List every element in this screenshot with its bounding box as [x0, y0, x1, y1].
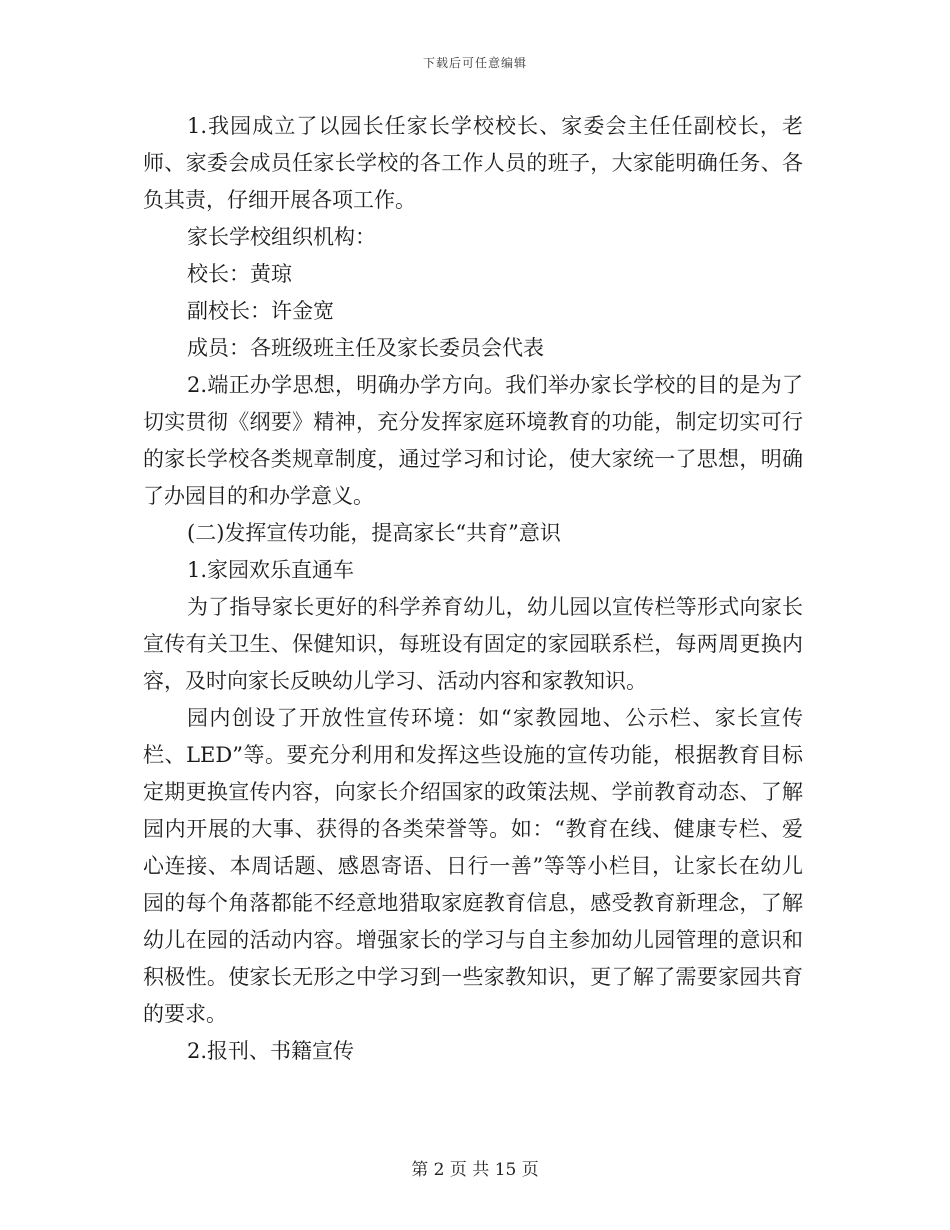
paragraph-7: 为了指导家长更好的科学养育幼儿，幼儿园以宣传栏等形式向家长宣传有关卫生、保健知识，每班设有固定的家园联系栏，每两周更换内容，及时向家长反映幼儿学习、活动内容和家教知识。	[143, 595, 803, 693]
subheading-1: 1.家园欢乐直通车	[187, 558, 355, 582]
paragraph-3: 校长：黄琼	[187, 262, 292, 286]
page-header: 下载后可任意编辑	[422, 56, 527, 70]
paragraph-4: 副校长：许金宽	[187, 299, 334, 323]
paragraph-2: 家长学校组织机构：	[187, 225, 376, 249]
section-heading: (二)发挥宣传功能，提高家长“共育”意识	[187, 521, 561, 545]
subheading-2: 2.报刊、书籍宣传	[187, 1039, 355, 1063]
paragraph-1: 1.我园成立了以园长任家长学校校长、家委会主任任副校长，老师、家委会成员任家长学校的各工作人员的班子，大家能明确任务、各负其责，仔细开展各项工作。	[143, 114, 803, 212]
paragraph-8: 园内创设了开放性宣传环境：如“家教园地、公示栏、家长宣传栏、LED”等。要充分利用和发挥这些设施的宣传功能，根据教育目标定期更换宣传内容，向家长介绍国家的政策法规、学前教育动态、了解园内开展的大事、获得的各类荣誉等。如：“教育在线、健康专栏、爱心连接、本周话题、感恩寄语、日行一善”等等小栏目，让家长在幼儿园的每个角落都能不经意地猎取家庭教育信息，感受教育新理念，了解幼儿在园的活动内容。增强家长的学习与自主参加幼儿园管理的意识和积极性。使家长无形之中学习到一些家教知识，更了解了需要家园共育的要求。	[143, 706, 803, 1026]
document-body	[143, 108, 803, 1070]
page-footer: 第 2 页 共 15 页	[411, 1160, 539, 1180]
paragraph-6: 2.端正办学思想，明确办学方向。我们举办家长学校的目的是为了切实贯彻《纲要》精神，充分发挥家庭环境教育的功能，制定切实可行的家长学校各类规章制度，通过学习和讨论，使大家统一了思想，明确了办园目的和办学意义。	[143, 373, 803, 508]
paragraph-5: 成员：各班级班主任及家长委员会代表	[187, 336, 544, 360]
